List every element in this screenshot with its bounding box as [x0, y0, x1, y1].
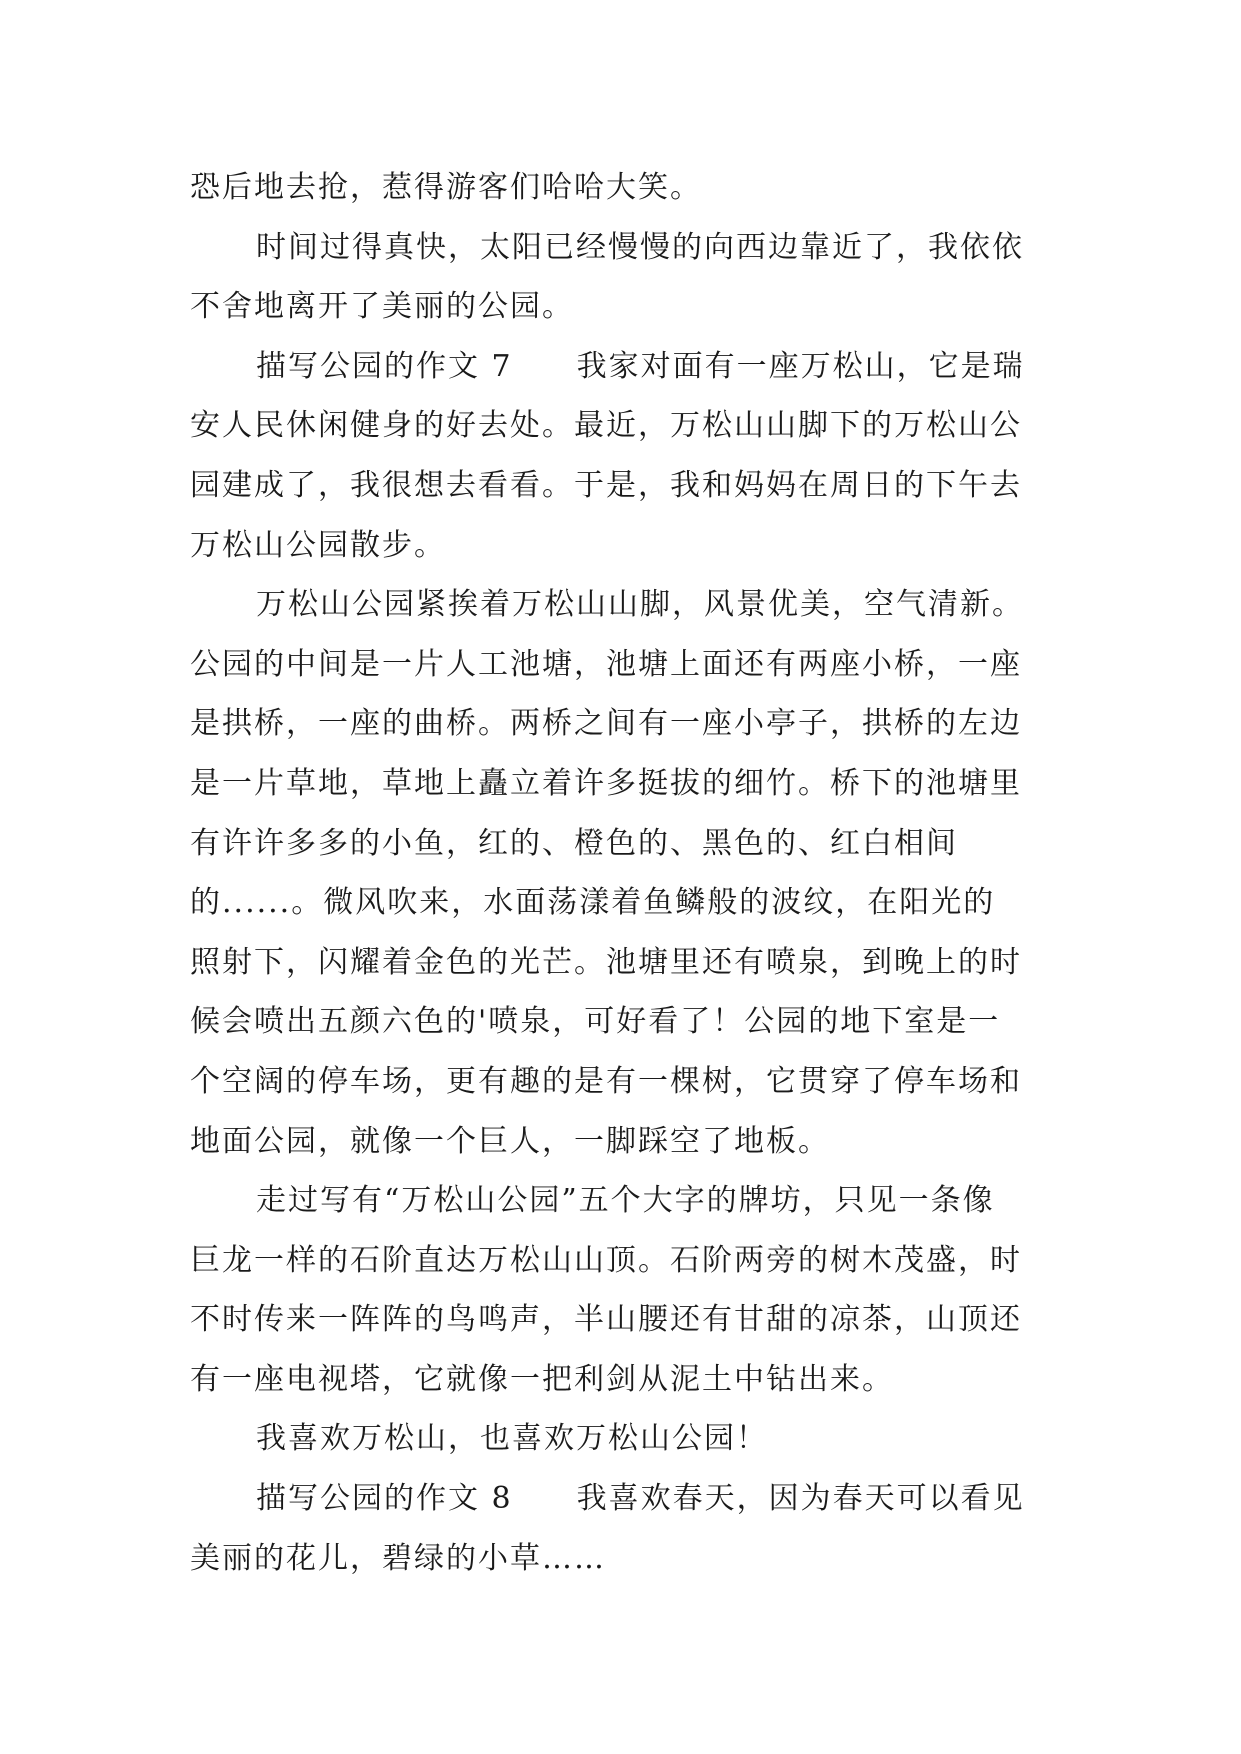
- text-line: 地面公园，就像一个巨人，一脚踩空了地板。: [190, 1123, 830, 1159]
- text-line: 不舍地离开了美丽的公园。: [190, 289, 574, 325]
- text-line: 安人民休闲健身的好去处。最近，万松山山脚下的万松山公: [190, 408, 1022, 444]
- document-body: [190, 158, 1050, 1588]
- text-line: 恐后地去抢，惹得游客们哈哈大笑。: [190, 170, 702, 205]
- text-line: 美丽的花儿，碧绿的小草……: [190, 1540, 606, 1576]
- text-line: 是一片草地，草地上矗立着许多挺拔的细竹。桥下的池塘里: [190, 765, 1022, 801]
- text-line: 公园的中间是一片人工池塘，池塘上面还有两座小桥，一座: [190, 646, 1022, 682]
- text-line: 照射下，闪耀着金色的光芒。池塘里还有喷泉，到晚上的时: [190, 944, 1022, 980]
- text-line: 个空阔的停车场，更有趣的是有一棵树，它贯穿了停车场和: [190, 1063, 1022, 1099]
- text-line: 时间过得真快，太阳已经慢慢的向西边靠近了，我依依: [256, 229, 1024, 265]
- text-line: 有许许多多的小鱼，红的、橙色的、黑色的、红白相间: [190, 825, 958, 861]
- text-line: 的......。微风吹来，水面荡漾着鱼鳞般的波纹，在阳光的: [190, 885, 996, 921]
- section-heading-line: 描写公园的作文 7 我家对面有一座万松山，它是瑞: [256, 348, 1025, 384]
- text-line: 走过写有“万松山公园”五个大字的牌坊，只见一条像: [256, 1183, 995, 1219]
- text-line: 我喜欢万松山，也喜欢万松山公园！: [256, 1421, 768, 1457]
- section-heading-line: 描写公园的作文 8 我喜欢春天，因为春天可以看见: [256, 1481, 1025, 1517]
- text-line: 是拱桥，一座的曲桥。两桥之间有一座小亭子，拱桥的左边: [190, 706, 1022, 742]
- text-line: 万松山公园紧挨着万松山山脚，风景优美，空气清新。: [256, 587, 1024, 623]
- text-line: 有一座电视塔，它就像一把利剑从泥土中钻出来。: [190, 1361, 894, 1397]
- text-line: 候会喷出五颜六色的'喷泉，可好看了！公园的地下室是一: [190, 1004, 1001, 1040]
- text-line: 巨龙一样的石阶直达万松山山顶。石阶两旁的树木茂盛，时: [190, 1242, 1022, 1278]
- text-line: 万松山公园散步。: [190, 527, 446, 563]
- text-line: 不时传来一阵阵的鸟鸣声，半山腰还有甘甜的凉茶，山顶还: [190, 1302, 1022, 1338]
- text-line: 园建成了，我很想去看看。于是，我和妈妈在周日的下午去: [190, 467, 1022, 503]
